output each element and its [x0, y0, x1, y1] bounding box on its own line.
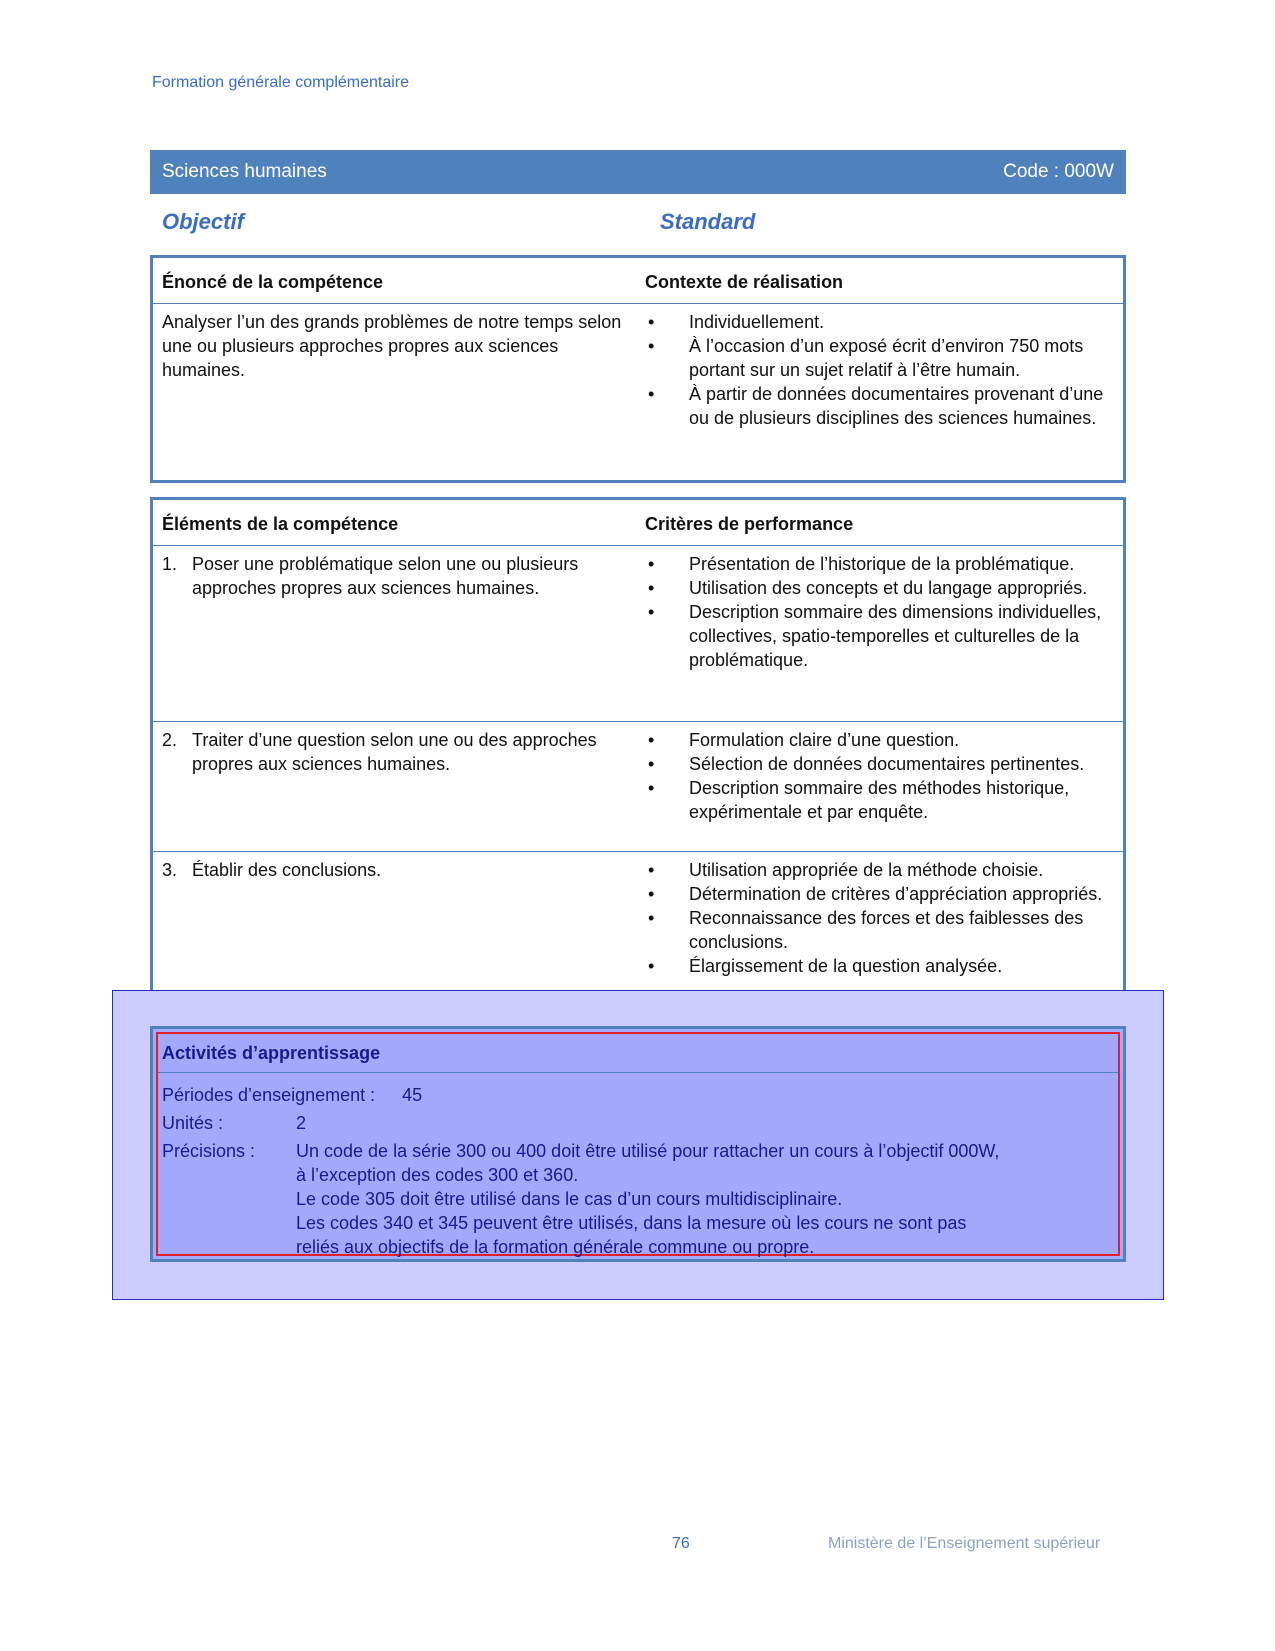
list-item: • Reconnaissance des forces et des faiblesses des conclusions. — [648, 908, 1084, 952]
bullet-icon: • — [648, 778, 655, 798]
competence-row — [153, 304, 1123, 479]
bullet-icon: • — [648, 908, 655, 928]
bullet-icon: • — [648, 884, 655, 904]
list-item: • Détermination de critères d’appréciation appropriés. — [648, 884, 1103, 904]
competence-table — [150, 255, 1126, 483]
units-line — [162, 1111, 306, 1135]
list-item: • Description sommaire des dimensions individuelles, collectives, spatio-temporelles et culturelles de la problématique. — [648, 602, 1102, 670]
element-1: 1. Poser une problématique selon une ou plusieurs approches propres aux sciences humaines. — [162, 554, 579, 598]
competence-table-header — [153, 258, 1123, 304]
periods-line — [162, 1083, 422, 1107]
activities-title: Activités d’apprentissage — [162, 1043, 381, 1063]
precision-line: Un code de la série 300 ou 400 doit être utilisé pour rattacher un cours à l’objectif 000W, — [296, 1141, 1000, 1161]
standard-heading: Standard — [660, 209, 756, 234]
precision-line: à l’exception des codes 300 et 360. — [296, 1165, 579, 1185]
precisions-block — [162, 1139, 1106, 1259]
running-header: Formation générale complémentaire — [152, 74, 410, 91]
precisions-label: Précisions : — [162, 1141, 256, 1161]
objective-heading: Objectif — [162, 209, 244, 234]
activities-table — [150, 1026, 1126, 1262]
criteres-header: Critères de performance — [645, 514, 854, 534]
activities-frame — [156, 1032, 1120, 1256]
bullet-icon: • — [648, 336, 655, 356]
periods-label: Périodes d’enseignement : — [162, 1085, 376, 1105]
list-item: • Utilisation appropriée de la méthode choisie. — [648, 860, 1044, 880]
page-number: 76 — [672, 1535, 690, 1552]
precision-line: Les codes 340 et 345 peuvent être utilisés, dans la mesure où les cours ne sont pas — [296, 1213, 967, 1233]
activities-header — [158, 1034, 1118, 1073]
bullet-icon: • — [648, 578, 655, 598]
ministry-name: Ministère de l’Enseignement supérieur — [828, 1535, 1101, 1552]
criteria-list — [645, 858, 1115, 978]
bullet-icon: • — [648, 754, 655, 774]
units-value: 2 — [296, 1113, 307, 1133]
enonce-text: Analyser l’un des grands problèmes de notre temps selon une ou plusieurs approches propres aux sciences humaines. — [162, 312, 622, 380]
bullet-icon: • — [648, 384, 655, 404]
list-item: • Description sommaire des méthodes historique, expérimentale et par enquête. — [648, 778, 1070, 822]
list-item: • Présentation de l’historique de la problématique. — [648, 554, 1075, 574]
title-bar — [150, 150, 1126, 194]
list-item: • Sélection de données documentaires pertinentes. — [648, 754, 1085, 774]
program-code: Code : 000W — [1003, 161, 1114, 182]
elements-table — [150, 497, 1126, 1013]
list-item: • Utilisation des concepts et du langage appropriés. — [648, 578, 1088, 598]
list-item: • Élargissement de la question analysée. — [648, 956, 1003, 976]
elements-table-header — [153, 500, 1123, 546]
criteria-list — [645, 728, 1115, 824]
periods-value: 45 — [402, 1085, 423, 1105]
bullet-icon: • — [648, 860, 655, 880]
precision-line: Le code 305 doit être utilisé dans le cas d’un cours multidisciplinaire. — [296, 1189, 843, 1209]
table-row — [153, 852, 1123, 1007]
table-row — [153, 722, 1123, 852]
precision-line: reliés aux objectifs de la formation générale commune ou propre. — [296, 1237, 815, 1257]
enonce-header: Énoncé de la compétence — [162, 272, 384, 292]
list-item: • Individuellement. — [648, 312, 825, 332]
bullet-icon: • — [648, 602, 655, 622]
bullet-icon: • — [648, 554, 655, 574]
contexte-list — [645, 310, 1115, 430]
list-item: • À l’occasion d’un exposé écrit d’environ 750 mots portant sur un sujet relatif à l’être humain. — [648, 336, 1084, 380]
bullet-icon: • — [648, 730, 655, 750]
list-item: • À partir de données documentaires provenant d’une ou de plusieurs disciplines des sciences humaines. — [648, 384, 1104, 428]
bullet-icon: • — [648, 312, 655, 332]
units-label: Unités : — [162, 1113, 224, 1133]
contexte-header: Contexte de réalisation — [645, 272, 844, 292]
program-title: Sciences humaines — [162, 161, 327, 182]
bullet-icon: • — [648, 956, 655, 976]
list-item: • Formulation claire d’une question. — [648, 730, 960, 750]
element-2: 2. Traiter d’une question selon une ou des approches propres aux sciences humaines. — [162, 730, 597, 774]
element-3: 3. Établir des conclusions. — [162, 860, 382, 880]
table-row — [153, 546, 1123, 722]
elements-header: Éléments de la compétence — [162, 514, 399, 534]
criteria-list — [645, 552, 1115, 672]
